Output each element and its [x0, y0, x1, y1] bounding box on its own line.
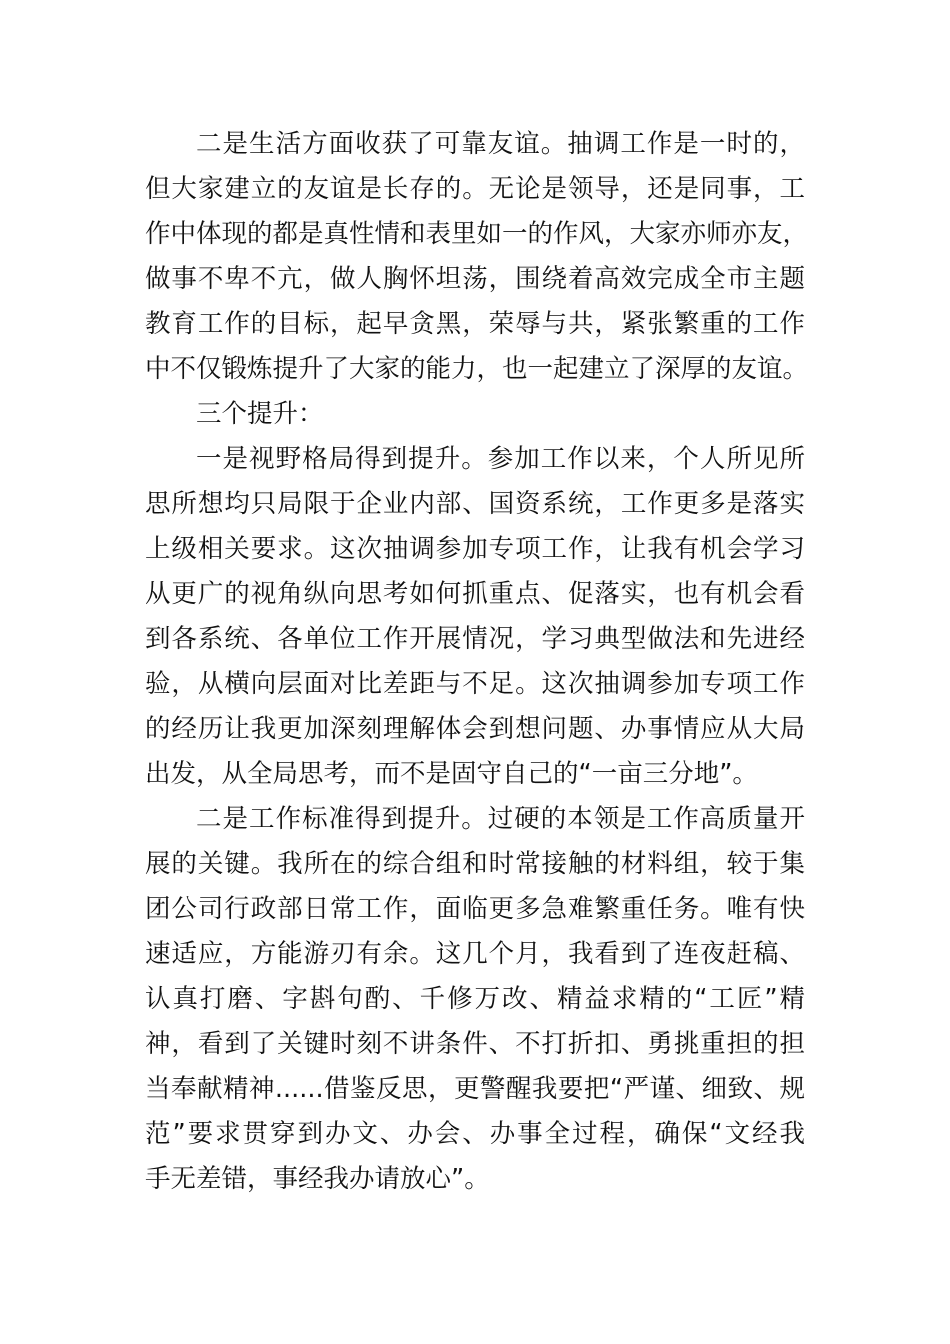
section-heading: 三个提升：	[196, 399, 324, 429]
paragraph-standards	[145, 797, 805, 1202]
text-line: 手无差错，事经我办请放心”。	[145, 1164, 490, 1194]
text-line: 出发，从全局思考，而不是固守自己的“一亩三分地”。	[145, 759, 758, 789]
text-line: 验，从横向层面对比差距与不足。这次抽调参加专项工作	[145, 669, 805, 699]
text-line: 到各系统、各单位工作开展情况，学习典型做法和先进经	[145, 624, 805, 654]
text-line: 认真打磨、字斟句酌、千修万改、精益求精的“工匠”精	[145, 984, 805, 1014]
text-line: 神，看到了关键时刻不讲条件、不打折扣、勇挑重担的担	[145, 1029, 805, 1059]
paragraph-vision	[145, 437, 805, 797]
text-line: 当奉献精神......借鉴反思，更警醒我要把“严谨、细致、规	[145, 1074, 805, 1104]
text-line: 范”要求贯穿到办文、办会、办事全过程，确保“文经我	[145, 1119, 805, 1149]
paragraph-friendship	[145, 122, 809, 392]
text-line: 速适应，方能游刃有余。这几个月，我看到了连夜赶稿、	[145, 939, 805, 969]
text-line: 团公司行政部日常工作，面临更多急难繁重任务。唯有快	[145, 894, 805, 924]
text-line: 作中体现的都是真性情和表里如一的作风，大家亦师亦友，	[145, 219, 809, 249]
text-line: 一是视野格局得到提升。参加工作以来，个人所见所	[196, 444, 805, 474]
text-line: 但大家建立的友谊是长存的。无论是领导，还是同事，工	[145, 174, 805, 204]
text-line: 的经历让我更加深刻理解体会到想问题、办事情应从大局	[145, 714, 805, 744]
text-line: 从更广的视角纵向思考如何抓重点、促落实，也有机会看	[145, 579, 805, 609]
document-body	[145, 122, 809, 1202]
text-line: 二是工作标准得到提升。过硬的本领是工作高质量开	[196, 804, 805, 834]
text-line: 展的关键。我所在的综合组和时常接触的材料组，较于集	[145, 849, 805, 879]
text-line: 思所想均只局限于企业内部、国资系统，工作更多是落实	[145, 489, 805, 519]
text-line: 中不仅锻炼提升了大家的能力，也一起建立了深厚的友谊。	[145, 354, 809, 384]
text-line: 做事不卑不亢，做人胸怀坦荡，围绕着高效完成全市主题	[145, 264, 805, 294]
text-line: 教育工作的目标，起早贪黑，荣辱与共，紧张繁重的工作	[145, 309, 805, 339]
text-line: 二是生活方面收获了可靠友谊。抽调工作是一时的，	[196, 129, 805, 159]
paragraph-three-improvements-heading	[145, 392, 805, 437]
text-line: 上级相关要求。这次抽调参加专项工作，让我有机会学习	[145, 534, 805, 564]
